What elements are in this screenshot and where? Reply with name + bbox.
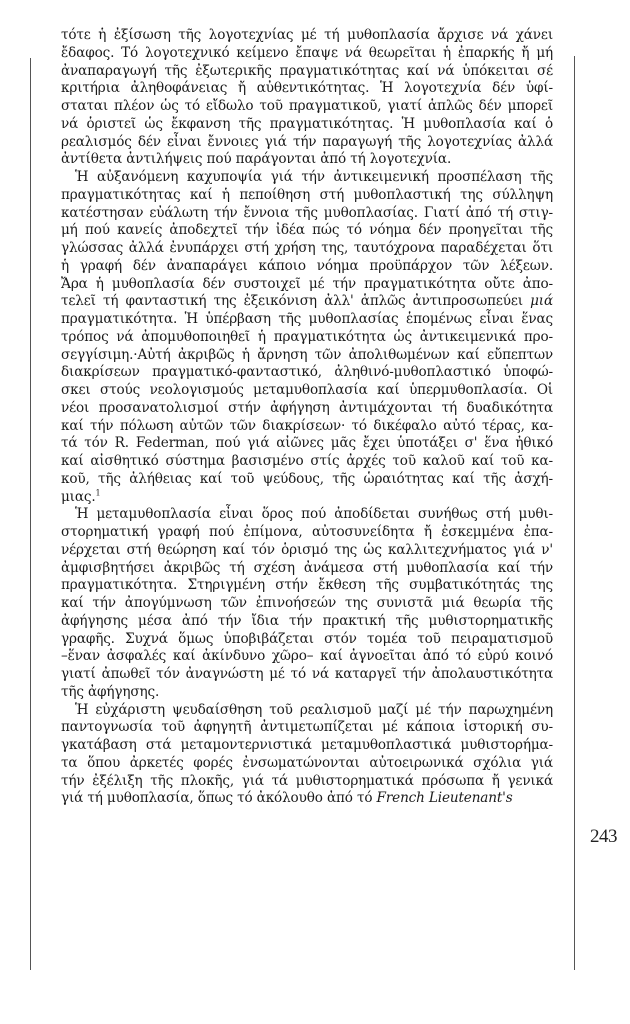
page-number: 243 (590, 826, 617, 847)
paragraph (61, 702, 553, 809)
text-line: ἔδαφος. Τό λογοτεχνικό κείμενο ἔπαψε νά θεωρεῖται ἡ ἐπαρκής ἤ μή (61, 44, 553, 61)
text-line: τά τόν R. Federman, πού γιά αἰῶνες μᾶς ἔχει ὑποτάξει σ' ἕνα ἠθικό (61, 435, 553, 452)
text-line: Ἡ αὐξανόμενη καχυποψία γιά τήν ἀντικειμενική προσπέλαση τῆς (75, 169, 553, 185)
text-line: ἀναπαραγωγή τῆς ἐξωτερικῆς πραγματικότητας καί νά ὑπόκειται σέ (61, 62, 553, 79)
text-line: παντογνωσία τοῦ ἀφηγητῆ ἀντιμετωπίζεται μέ κάποια ἱστορική συ- (61, 719, 553, 736)
text-line: κριτήρια ἀληθοφάνειας ἤ αὐθεντικότητας. Ἡ λογοτεχνία δέν ὑφί- (61, 80, 553, 97)
text-line: γιατί ἀπωθεῖ τόν ἀναγνώστη μέ τό νά καταργεῖ τήν ἀπολαυστικότητα (61, 666, 553, 682)
text-line: μιας.$^1$ (61, 487, 101, 505)
text-line: πραγματικότητα. Ἡ ὑπέρβαση τῆς μυθοπλασίας ἑπομένως εἶναι ἕνας (61, 311, 553, 327)
text-line: μή πού κανείς ἀποδεχτεῖ τήν ἰδέα πώς τό νόημα δέν προηγεῖται τῆς (61, 222, 553, 239)
text-line: Ἡ μεταμυθοπλασία εἶναι ὅρος πού ἀποδίδεται συνήθως στή μυθι- (75, 506, 553, 523)
paragraph (61, 169, 553, 506)
text-line: στορηματική γραφή πού ἐπίμονα, αὐτοσυνείδητα ἤ ἐσκεμμένα ἐπα- (61, 524, 553, 540)
text-line: ἀμφισβητήσει ἀκριβῶς τή σχέση ἀνάμεσα στή μυθοπλασία καί τήν (61, 559, 553, 576)
text-line: νέοι προσανατολισμοί στήν ἀφήγηση ἀντιμάχονται τή δυαδικότητα (61, 399, 553, 416)
footnote-marker[interactable]: 1 (95, 487, 101, 497)
text-line: τρόπος νά ἀπομυθοποιηθεῖ ἡ πραγματικότητα ὡς ἀντικειμενικά προ- (61, 328, 553, 345)
text-line: τήν ἐξέλιξη τῆς πλοκῆς, γιά τά μυθιστορηματικά πρόσωπα ἤ γενικά (61, 772, 553, 789)
body-text (61, 27, 553, 808)
text-line: πραγματικότητα. Στηριγμένη στήν ἔκθεση τῆς συμβατικότητάς της (61, 577, 553, 594)
text-line: καί τήν ἀπογύμνωση τῶν ἐπινοήσεών της συνιστᾶ μιά θεωρία τῆς (61, 595, 553, 611)
text-line: –ἕναν ἀσφαλές καί ἀκίνδυνο χῶρο– καί ἀγνοεῖται ἀπό τό εὐρύ κοινό (61, 648, 553, 665)
text-line: νά ὁριστεῖ ὡς ἔκφανση τῆς πραγματικότητας. Ἡ μυθοπλασία καί ὁ (61, 115, 553, 132)
text-line: κοῦ, τῆς ἀλήθειας καί τοῦ ψεύδους, τῆς ὡραιότητας καί τῆς ἀσχή- (61, 470, 553, 487)
text-line: ἀντίθετα ἀντιλήψεις πού παράγονται ἀπό τή λογοτεχνία. (61, 151, 452, 168)
text-line: γκατάβαση στά μεταμοντερνιστικά μεταμυθοπλαστικά μυθιστορήμα- (61, 737, 553, 753)
left-margin-rule (30, 58, 31, 970)
paragraph (61, 27, 553, 169)
text-line: σταται πλέον ὡς τό εἴδωλο τοῦ πραγματικοῦ, γιατί ἁπλῶς δέν μπορεῖ (61, 98, 553, 114)
text-line: Ἄρα ἡ μυθοπλασία δέν συστοιχεῖ μέ τήν πραγματικότητα οὔτε ἀπο- (61, 275, 553, 292)
text-line: γλώσσας ἀλλά ἐνυπάρχει στή χρήση της, ταυτόχρονα παραδέχεται ὅτι (61, 240, 553, 256)
text-line: γιά τή μυθοπλασία, ὅπως τό ἀκόλουθο ἀπό τό French Lieutenant's (61, 790, 513, 807)
text-line: καί τήν πόλωση αὐτῶν τῶν διακρίσεων· τό δικέφαλο αὐτό τέρας, κα- (61, 417, 553, 434)
text-line: κατέστησαν εὐάλωτη τήν ἔννοια τῆς μυθοπλασίας. Γιατί ἀπό τή στιγ- (61, 204, 553, 221)
text-line: διακρίσεων πραγματικό-φανταστικό, ἀληθινό-μυθοπλαστικό ὑποφώ- (61, 364, 553, 381)
text-line: τα ὅπου ἀρκετές φορές ἐνσωματώνονται αὐτοειρωνικά σχόλια γιά (61, 754, 553, 771)
text-line: πραγματικότητας καί ἡ πεποίθηση στή μυθοπλαστική της σύλληψη (61, 186, 553, 203)
text-line: καί αἰσθητικό σύστημα βασισμένο στίς ἀρχές τοῦ καλοῦ καί τοῦ κα- (61, 453, 553, 469)
paragraph (61, 506, 553, 701)
text-line: σεγγίσιμη.·Αὐτή ἀκριβῶς ἡ ἄρνηση τῶν ἀπολιθωμένων καί εὔπεπτων (61, 346, 553, 363)
text-line: τῆς ἀφήγησης. (61, 683, 160, 700)
italic-text: μιά (530, 293, 553, 310)
text-line: ρεαλισμός δέν εἶναι ἔννοιες γιά τήν παραγωγή τῆς λογοτεχνίας ἀλλά (61, 133, 553, 150)
text-line: γραφῆς. Συχνά ὅμως ὑποβιβάζεται στόν τομέα τοῦ πειραματισμοῦ (61, 630, 553, 647)
text-line: Ἡ εὐχάριστη ψευδαίσθηση τοῦ ρεαλισμοῦ μαζί μέ τήν παρωχημένη (75, 701, 553, 718)
text-line: τότε ἡ ἐξίσωση τῆς λογοτεχνίας μέ τή μυθοπλασία ἄρχισε νά χάνει (61, 27, 553, 43)
text-line: ἡ γραφή δέν ἀναπαράγει κάποιο νόημα προϋπάρχον τῶν λέξεων. (61, 257, 553, 274)
text-line: νέρχεται στή θεώρηση καί τόν ὁρισμό της ὡς καλλιτεχνήματος γιά ν' (61, 541, 553, 558)
text-line: σκει στούς νεολογισμούς μεταμυθοπλασία καί ὑπερμυθοπλασία. Οἱ (61, 382, 553, 398)
text-line: τελεῖ τή φανταστική της ἐξεικόνιση ἀλλ' ἁπλῶς ἀντιπροσωπεύει μιά (61, 293, 553, 310)
text-line: ἀφήγησης μέσα ἀπό τήν ἴδια τήν πρακτική τῆς μυθιστορηματικῆς (61, 612, 553, 629)
italic-text: French Lieutenant's (376, 790, 513, 807)
right-margin-rule (574, 56, 575, 970)
